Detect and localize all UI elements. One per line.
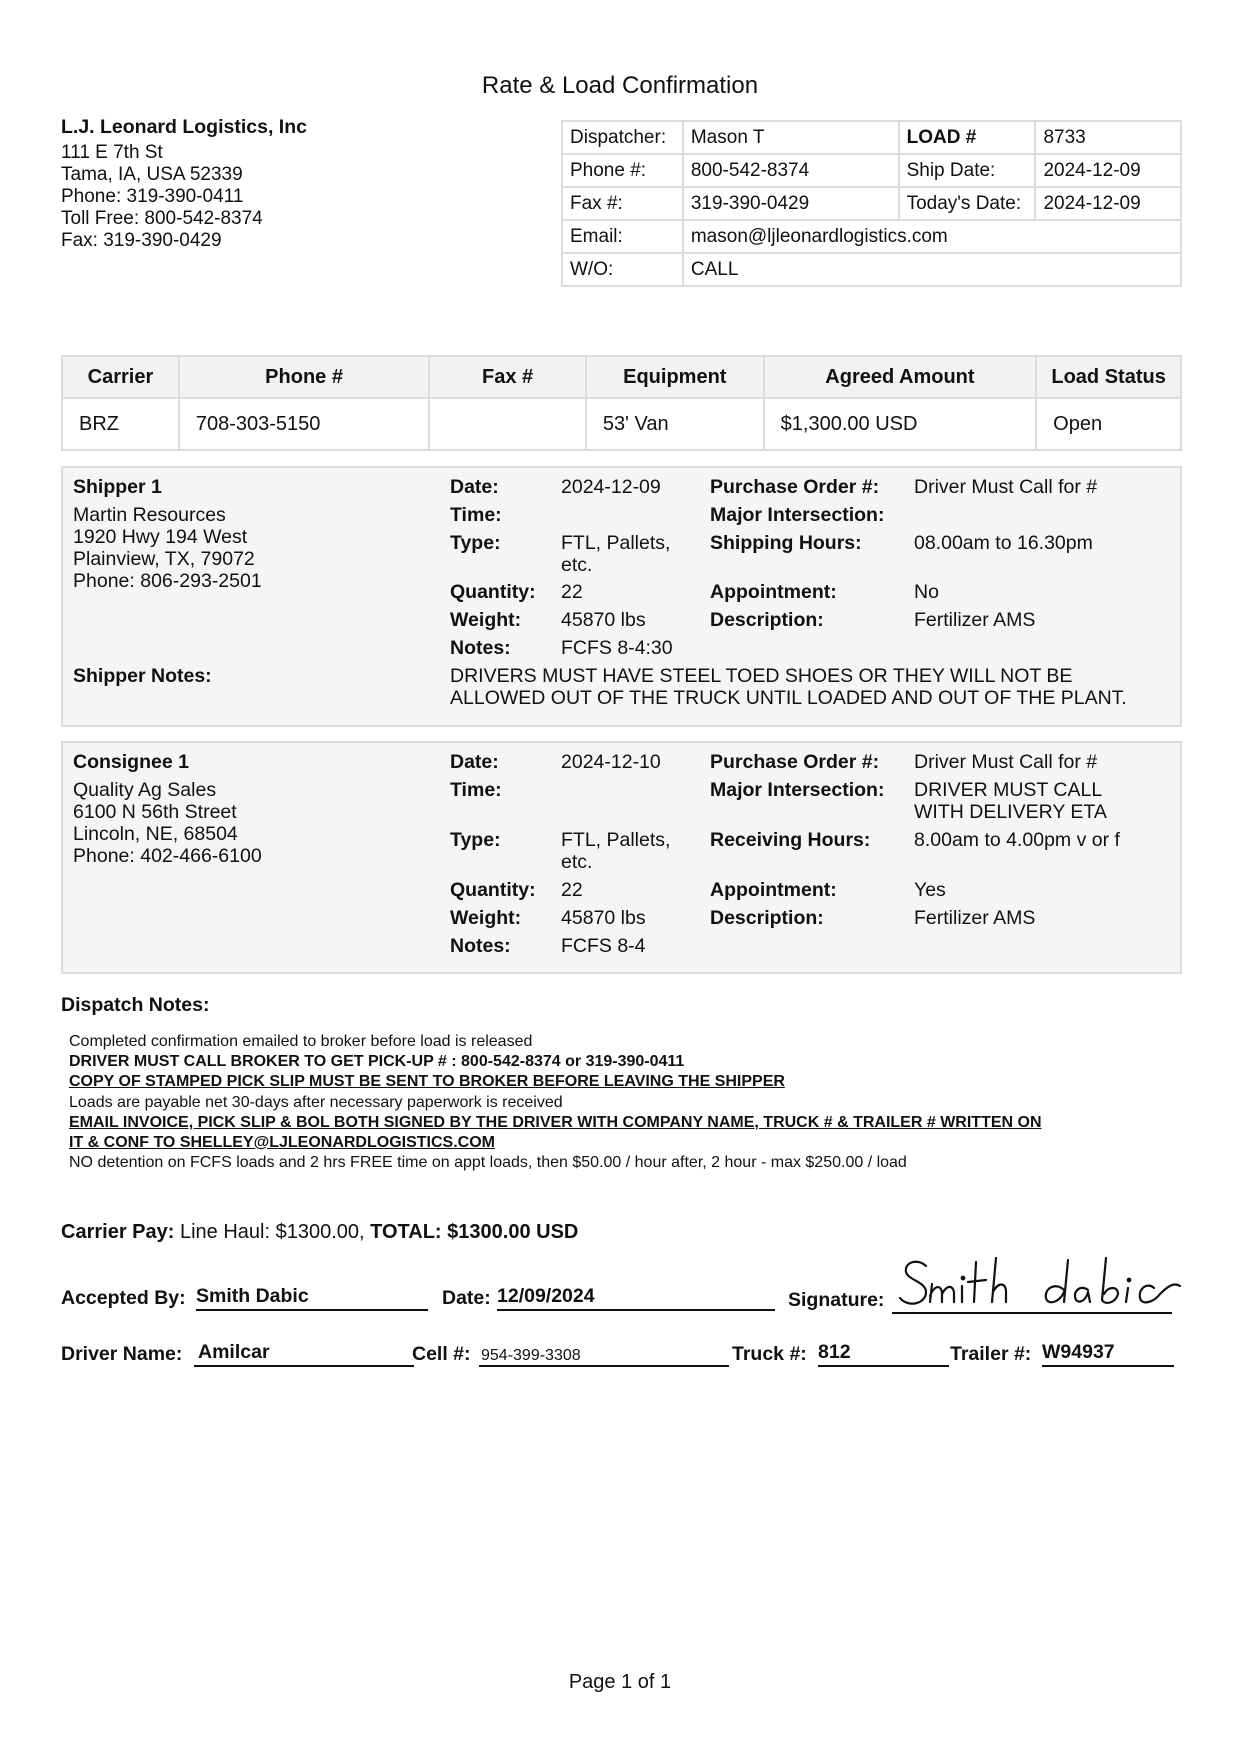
- truck-label: Truck #:: [732, 1343, 807, 1365]
- company-phone: Phone: 319-390-0411: [61, 186, 244, 207]
- cell-field[interactable]: 954-399-3308: [479, 1341, 729, 1367]
- carrier-equipment: 53' Van: [586, 398, 764, 450]
- shipper-weight-label: Weight:: [450, 609, 522, 631]
- dispatch-email-value: mason@ljleonardlogistics.com: [683, 220, 1181, 253]
- dispatch-note-line: EMAIL INVOICE, PICK SLIP & BOL BOTH SIGNED BY THE DRIVER WITH COMPANY NAME, TRUCK # & TRAILER # WRITTEN ON: [69, 1113, 1042, 1131]
- trailer-field[interactable]: W94937: [1042, 1341, 1174, 1367]
- load-number-value: 8733: [1035, 121, 1181, 154]
- dispatcher-value: Mason T: [683, 121, 899, 154]
- consignee-type-line1: FTL, Pallets,: [561, 829, 671, 851]
- driver-name-label: Driver Name:: [61, 1343, 183, 1365]
- carrier-agreed-amount: $1,300.00 USD: [764, 398, 1037, 450]
- shipper-hours: 08.00am to 16.30pm: [914, 532, 1093, 554]
- consignee-date: 2024-12-10: [561, 751, 661, 773]
- shipper-time-label: Time:: [450, 504, 502, 526]
- trailer-label: Trailer #:: [950, 1343, 1032, 1365]
- dispatch-phone-value: 800-542-8374: [683, 154, 899, 187]
- accept-date-label: Date:: [442, 1287, 491, 1309]
- consignee-address-line2: Lincoln, NE, 68504: [73, 823, 238, 845]
- dispatch-info-table: [561, 120, 1182, 287]
- consignee-po-label: Purchase Order #:: [710, 751, 880, 773]
- document-title: Rate & Load Confirmation: [481, 72, 759, 99]
- shipper-description: Fertilizer AMS: [914, 609, 1036, 631]
- consignee-intersection-label: Major Intersection:: [710, 779, 885, 801]
- consignee-hours-label: Receiving Hours:: [710, 829, 871, 851]
- consignee-description-label: Description:: [710, 907, 824, 929]
- dispatch-note-line: IT & CONF TO SHELLEY@LJLEONARDLOGISTICS.COM: [69, 1134, 495, 1152]
- consignee-appointment: Yes: [914, 879, 946, 901]
- carrier-table-header: [62, 356, 1181, 398]
- consignee-hours: 8.00am to 4.00pm v or f: [914, 829, 1120, 851]
- shipper-type-label: Type:: [450, 532, 501, 554]
- consignee-po: Driver Must Call for #: [914, 751, 1098, 773]
- carrier-phone: 708-303-5150: [179, 398, 429, 450]
- shipper-description-label: Description:: [710, 609, 824, 631]
- consignee-name: Quality Ag Sales: [73, 779, 217, 801]
- shipper-heading: Shipper 1: [73, 476, 162, 498]
- shipper-notes-label: Shipper Notes:: [73, 665, 212, 687]
- carrier-pay-line-haul: Line Haul: $1300.00,: [179, 1221, 365, 1243]
- company-name: L.J. Leonard Logistics, Inc: [61, 116, 307, 138]
- consignee-address-line1: 6100 N 56th Street: [73, 801, 237, 823]
- truck-field[interactable]: 812: [818, 1341, 949, 1367]
- shipper-notes-field-label: Notes:: [450, 637, 511, 659]
- col-header-equipment: Equipment: [586, 356, 764, 398]
- signature-label: Signature:: [788, 1289, 885, 1311]
- consignee-intersection-line2: WITH DELIVERY ETA: [914, 801, 1107, 823]
- consignee-weight-label: Weight:: [450, 907, 522, 929]
- shipper-po-label: Purchase Order #:: [710, 476, 880, 498]
- ship-date-label: Ship Date:: [899, 154, 1036, 187]
- shipper-address-line1: 1920 Hwy 194 West: [73, 526, 248, 548]
- carrier-fax: [429, 398, 586, 450]
- load-number-label: LOAD #: [899, 121, 1036, 154]
- consignee-section: [61, 741, 1182, 974]
- signature-icon: [896, 1252, 1196, 1316]
- dispatch-note-line: Loads are payable net 30-days after necessary paperwork is received: [69, 1093, 563, 1111]
- dispatch-notes-heading: Dispatch Notes:: [61, 994, 210, 1016]
- consignee-type-line2: etc.: [561, 851, 593, 873]
- shipper-notes-line2: ALLOWED OUT OF THE TRUCK UNTIL LOADED AND OUT OF THE PLANT.: [450, 687, 1127, 709]
- carrier-pay-label: Carrier Pay:: [61, 1221, 175, 1243]
- shipper-phone: Phone: 806-293-2501: [73, 570, 262, 592]
- shipper-name: Martin Resources: [73, 504, 226, 526]
- consignee-date-label: Date:: [450, 751, 499, 773]
- company-address-line2: Tama, IA, USA 52339: [61, 164, 243, 185]
- page-number: Page 1 of 1: [568, 1671, 672, 1693]
- dispatch-notes: [69, 1032, 1042, 1173]
- consignee-quantity-label: Quantity:: [450, 879, 536, 901]
- company-fax: Fax: 319-390-0429: [61, 230, 222, 251]
- consignee-appointment-label: Appointment:: [710, 879, 837, 901]
- shipper-intersection-label: Major Intersection:: [710, 504, 885, 526]
- shipper-date-label: Date:: [450, 476, 499, 498]
- dispatch-fax-value: 319-390-0429: [683, 187, 899, 220]
- carrier-name: BRZ: [62, 398, 179, 450]
- consignee-time-label: Time:: [450, 779, 502, 801]
- dispatch-note-line: Completed confirmation emailed to broker before load is released: [69, 1033, 533, 1050]
- shipper-quantity: 22: [561, 581, 583, 603]
- consignee-notes: FCFS 8-4: [561, 935, 646, 957]
- consignee-intersection-line1: DRIVER MUST CALL: [914, 779, 1103, 801]
- consignee-notes-label: Notes:: [450, 935, 511, 957]
- col-header-phone: Phone #: [179, 356, 429, 398]
- col-header-fax: Fax #: [429, 356, 586, 398]
- shipper-appointment-label: Appointment:: [710, 581, 837, 603]
- company-info: [61, 116, 307, 252]
- driver-name-field[interactable]: Amilcar: [194, 1341, 414, 1367]
- consignee-type-label: Type:: [450, 829, 501, 851]
- dispatch-note-line: DRIVER MUST CALL BROKER TO GET PICK-UP # : 800-542-8374 or 319-390-0411: [69, 1053, 685, 1071]
- shipper-quantity-label: Quantity:: [450, 581, 536, 603]
- cell-label: Cell #:: [412, 1343, 471, 1365]
- shipper-section: [61, 466, 1182, 727]
- shipper-address-line2: Plainview, TX, 79072: [73, 548, 255, 570]
- dispatch-phone-label: Phone #:: [562, 154, 683, 187]
- dispatch-note-line: COPY OF STAMPED PICK SLIP MUST BE SENT TO BROKER BEFORE LEAVING THE SHIPPER: [69, 1073, 785, 1091]
- work-order-value: CALL: [683, 253, 1181, 286]
- table-row: [62, 398, 1181, 450]
- consignee-phone: Phone: 402-466-6100: [73, 845, 262, 867]
- accepted-by-field[interactable]: Smith Dabic: [196, 1285, 428, 1311]
- carrier-load-status: Open: [1036, 398, 1181, 450]
- shipper-weight: 45870 lbs: [561, 609, 646, 631]
- shipper-type-line1: FTL, Pallets,: [561, 532, 671, 554]
- accept-date-field[interactable]: 12/09/2024: [497, 1285, 775, 1311]
- carrier-table: [61, 355, 1182, 451]
- company-address-line1: 111 E 7th St: [61, 142, 163, 163]
- shipper-po: Driver Must Call for #: [914, 476, 1098, 498]
- consignee-description: Fertilizer AMS: [914, 907, 1036, 929]
- shipper-type-line2: etc.: [561, 554, 593, 576]
- dispatch-fax-label: Fax #:: [562, 187, 683, 220]
- shipper-appointment: No: [914, 581, 939, 603]
- shipper-hours-label: Shipping Hours:: [710, 532, 862, 554]
- consignee-heading: Consignee 1: [73, 751, 189, 773]
- todays-date-label: Today's Date:: [899, 187, 1036, 220]
- consignee-weight: 45870 lbs: [561, 907, 646, 929]
- shipper-notes-line1: DRIVERS MUST HAVE STEEL TOED SHOES OR THEY WILL NOT BE: [450, 665, 1073, 687]
- carrier-pay-total: TOTAL: $1300.00 USD: [370, 1221, 579, 1243]
- shipper-notes-field: FCFS 8-4:30: [561, 637, 673, 659]
- carrier-pay: [61, 1221, 578, 1244]
- ship-date-value: 2024-12-09: [1035, 154, 1181, 187]
- col-header-carrier: Carrier: [62, 356, 179, 398]
- dispatch-email-label: Email:: [562, 220, 683, 253]
- consignee-quantity: 22: [561, 879, 583, 901]
- accepted-by-label: Accepted By:: [61, 1287, 186, 1309]
- shipper-date: 2024-12-09: [561, 476, 661, 498]
- col-header-load-status: Load Status: [1036, 356, 1181, 398]
- dispatch-note-line: NO detention on FCFS loads and 2 hrs FREE time on appt loads, then $50.00 / hour after, 2 hour - max $250.00 / load: [69, 1154, 907, 1172]
- todays-date-value: 2024-12-09: [1035, 187, 1181, 220]
- work-order-label: W/O:: [562, 253, 683, 286]
- col-header-agreed-amount: Agreed Amount: [764, 356, 1037, 398]
- dispatcher-label: Dispatcher:: [562, 121, 683, 154]
- company-toll-free: Toll Free: 800-542-8374: [61, 208, 263, 229]
